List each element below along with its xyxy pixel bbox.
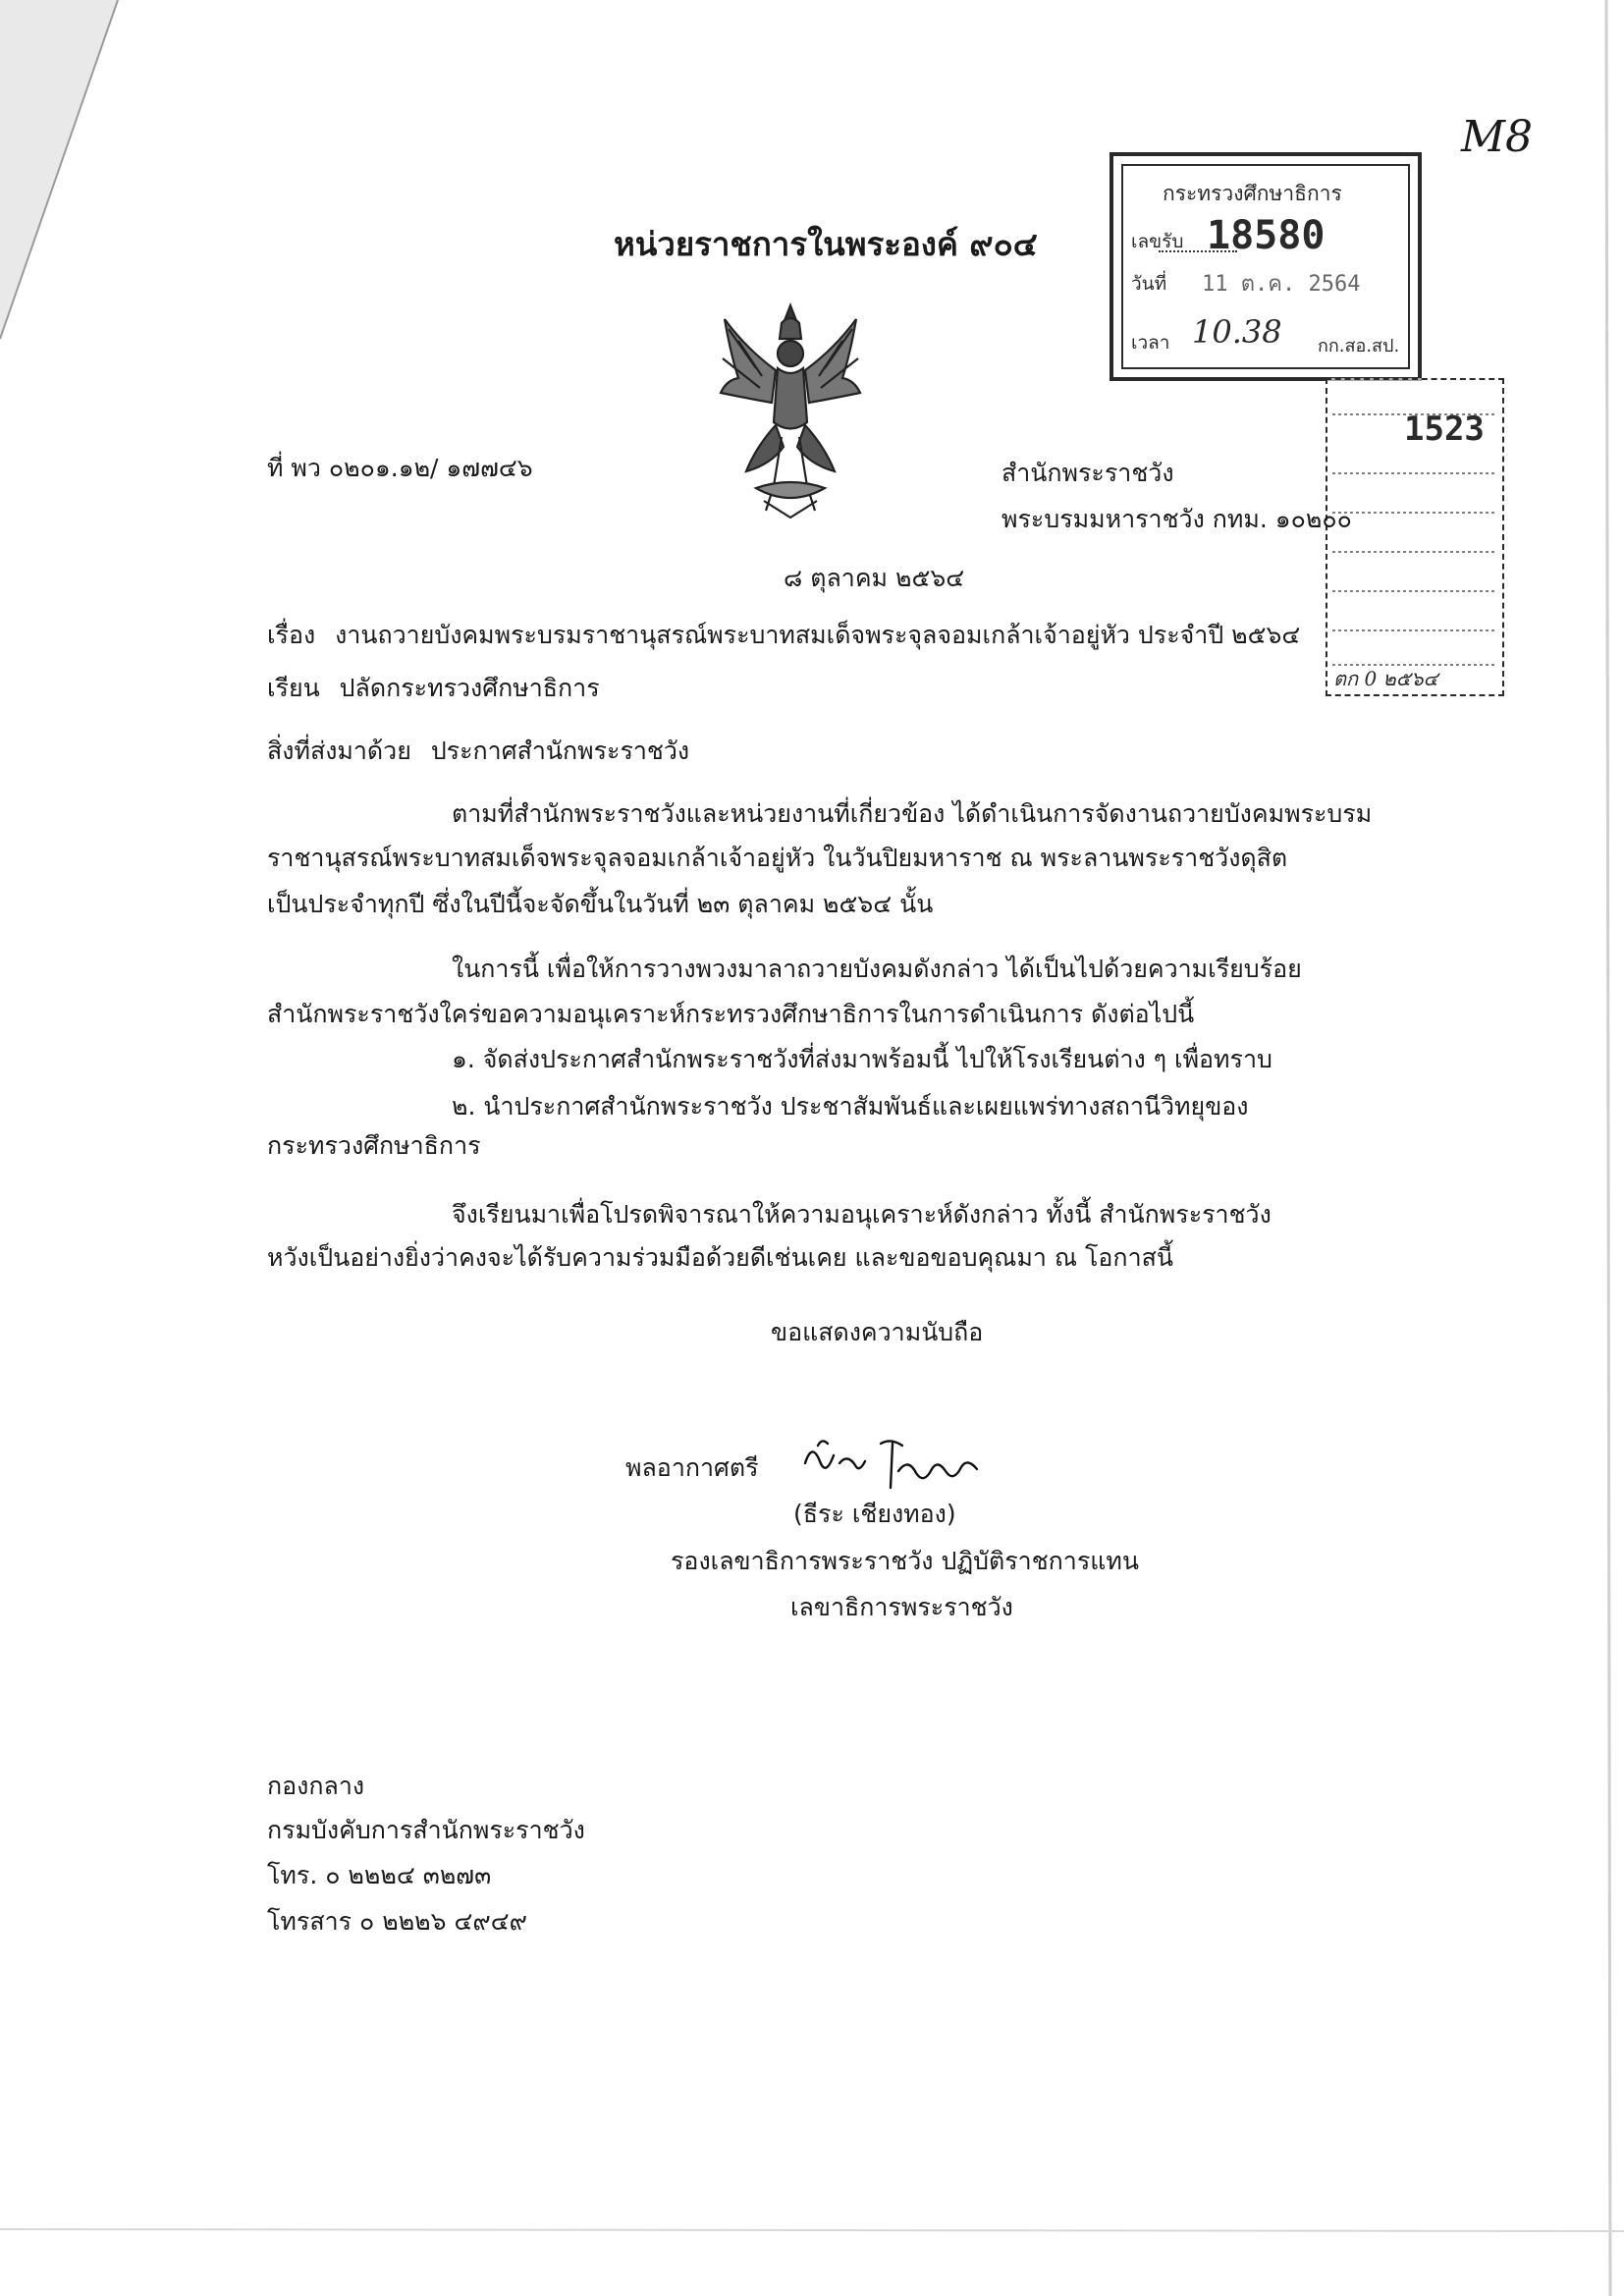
- sender-address: พระบรมมหาราชวัง กทม. ๑๐๒๐๐: [1001, 505, 1352, 533]
- paragraph-1-line-3: เป็นประจำทุกปี ซึ่งในปีนี้จะจัดขึ้นในวันที่ ๒๓ ตุลาคม ๒๕๖๔ นั้น: [267, 890, 934, 918]
- letter-date: ๘ ตุลาคม ๒๕๖๔: [784, 564, 965, 592]
- stamp-time-label: เวลา: [1131, 332, 1170, 354]
- subject-text: งานถวายบังคมพระบรมราชานุสรณ์พระบาทสมเด็จพระจุลจอมเกล้าเจ้าอยู่หัว ประจำปี ๒๕๖๔: [335, 621, 1301, 649]
- office-title: หน่วยราชการในพระองค์ ๙๐๔: [614, 225, 1038, 263]
- sender-name: สำนักพระราชวัง: [1001, 459, 1174, 487]
- enclosure-text: ประกาศสำนักพระราชวัง: [430, 737, 690, 765]
- secondary-stamp-note: ตก 0 ๒๕๖๔: [1333, 667, 1438, 690]
- footer-division: กองกลาง: [267, 1772, 365, 1800]
- received-stamp: [1110, 152, 1422, 381]
- reference-number: ที่ พว ๐๒๐๑.๑๒/ ๑๗๗๔๖: [267, 454, 533, 482]
- footer-phone: โทร. ๐ ๒๒๒๔ ๓๒๗๓: [267, 1861, 492, 1889]
- paragraph-1-line-2: ราชานุสรณ์พระบาทสมเด็จพระจุลจอมเกล้าเจ้าอยู่หัว ในวันปิยมหาราช ณ พระลานพระราชวังดุสิต: [267, 844, 1288, 872]
- stamp-title: กระทรวงศึกษาธิการ: [1163, 182, 1342, 205]
- footer-fax: โทรสาร ๐ ๒๒๒๖ ๔๙๔๙: [267, 1907, 527, 1936]
- paragraph-1-line-1: ตามที่สำนักพระราชวังและหน่วยงานที่เกี่ยวข้อง ได้ดำเนินการจัดงานถวายบังคมพระบรม: [452, 799, 1373, 828]
- paragraph-2-line-2: สำนักพระราชวังใคร่ขอความอนุเคราะห์กระทรวงศึกษาธิการในการดำเนินการ ดังต่อไปนี้: [267, 1000, 1195, 1028]
- secondary-stamp-number: 1523: [1404, 410, 1485, 449]
- recipient-label: เรียน: [267, 674, 320, 702]
- signer-position-line-1: รองเลขาธิการพระราชวัง ปฏิบัติราชการแทน: [671, 1547, 1139, 1575]
- stamp-date-label: วันที่: [1131, 273, 1167, 295]
- signer-rank: พลอากาศตรี: [625, 1453, 759, 1482]
- subject-label: เรื่อง: [267, 621, 316, 649]
- paragraph-3-line-1: จึงเรียนมาเพื่อโปรดพิจารณาให้ความอนุเคราะห์ดังกล่าว ทั้งนี้ สำนักพระราชวัง: [452, 1200, 1272, 1229]
- enclosure-line: [267, 735, 689, 768]
- paragraph-2-line-1: ในการนี้ เพื่อให้การวางพวงมาลาถวายบังคมดังกล่าว ได้เป็นไปด้วยความเรียบร้อย: [452, 955, 1302, 983]
- margin-note: M8: [1461, 112, 1534, 162]
- closing-salutation: ขอแสดงความนับถือ: [771, 1318, 984, 1346]
- page-fold-corner: [0, 0, 196, 354]
- list-item-2-line-1: ๒. นำประกาศสำนักพระราชวัง ประชาสัมพันธ์และเผยแพร่ทางสถานีวิทยุของ: [452, 1092, 1249, 1121]
- enclosure-label: สิ่งที่ส่งมาด้วย: [267, 737, 411, 765]
- stamp-dept: กก.สอ.สป.: [1318, 336, 1400, 356]
- list-item-2-line-2: กระทรวงศึกษาธิการ: [267, 1131, 481, 1160]
- stamp-time: 10.38: [1192, 313, 1282, 351]
- stamp-number-label: เลขรับ: [1131, 231, 1184, 252]
- secondary-stamp: [1326, 378, 1504, 696]
- signer-name: (ธีระ เชียงทอง): [793, 1500, 956, 1528]
- stamp-dotline: [1159, 250, 1237, 252]
- recipient-text: ปลัดกระทรวงศึกษาธิการ: [339, 674, 600, 702]
- stamp-number: 18580: [1207, 213, 1326, 258]
- stamp-date: 11 ต.ค. 2564: [1202, 272, 1361, 297]
- paragraph-3-line-2: หวังเป็นอย่างยิ่งว่าคงจะได้รับความร่วมมือด้วยดีเช่นเคย และขอขอบคุณมา ณ โอกาสนี้: [267, 1243, 1173, 1272]
- handwritten-signature: [800, 1434, 987, 1498]
- footer-department: กรมบังคับการสำนักพระราชวัง: [267, 1816, 585, 1844]
- signer-position-line-2: เลขาธิการพระราชวัง: [790, 1593, 1013, 1621]
- subject-line: [267, 619, 1300, 652]
- list-item-1: ๑. จัดส่งประกาศสำนักพระราชวังที่ส่งมาพร้อมนี้ ไปให้โรงเรียนต่าง ๆ เพื่อทราบ: [452, 1045, 1272, 1073]
- recipient-line: [267, 672, 600, 705]
- garuda-emblem: [717, 300, 864, 520]
